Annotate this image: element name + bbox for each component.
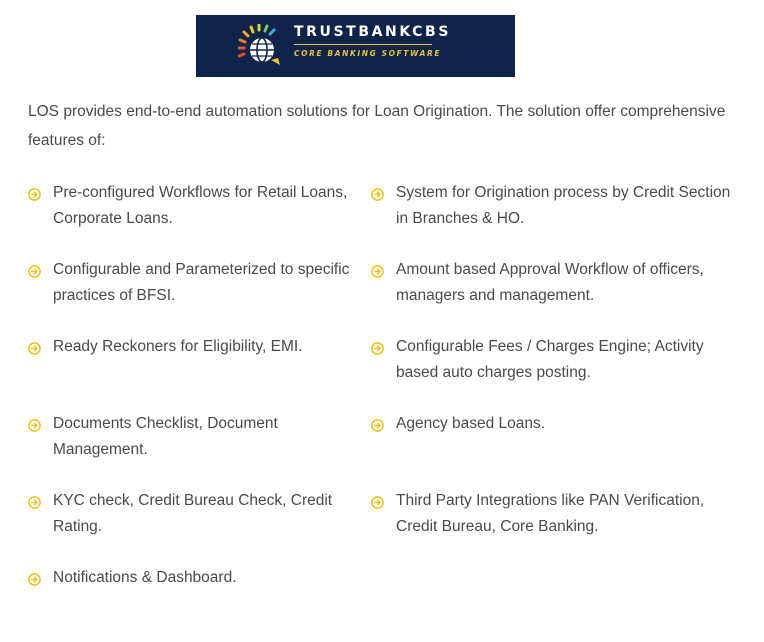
feature-item (371, 488, 741, 565)
feature-item (371, 411, 741, 488)
feature-item (28, 257, 358, 334)
feature-text: Notifications & Dashboard. (53, 569, 237, 586)
feature-text: KYC check, Credit Bureau Check, Credit Rating. (53, 492, 333, 535)
feature-text: Configurable and Parameterized to specific practices of BFSI. (53, 261, 350, 304)
circled-arrow-right-icon (371, 188, 384, 201)
feature-item (371, 334, 741, 411)
feature-text: Pre-configured Workflows for Retail Loans, Corporate Loans. (53, 184, 348, 227)
intro-text: LOS provides end-to-end automation solutions for Loan Origination. The solution offer comprehensive features of: (28, 103, 726, 149)
feature-item (28, 411, 358, 488)
circled-arrow-right-icon (371, 419, 384, 432)
globe-icon (238, 24, 284, 68)
logo-title: TRUSTBANKCBS (294, 24, 452, 40)
circled-arrow-right-icon (371, 265, 384, 278)
feature-item (371, 257, 741, 334)
logo-subtitle: CORE BANKING SOFTWARE (294, 49, 442, 58)
logo-divider (294, 44, 432, 45)
feature-text: Documents Checklist, Document Management. (53, 415, 278, 458)
feature-text: Agency based Loans. (396, 415, 546, 432)
feature-item (28, 488, 358, 565)
feature-text: Ready Reckoners for Eligibility, EMI. (53, 338, 303, 355)
company-logo (196, 15, 515, 77)
circled-arrow-right-icon (28, 342, 41, 355)
feature-item (28, 180, 358, 257)
circled-arrow-right-icon (28, 496, 41, 509)
feature-list-left (28, 180, 358, 642)
feature-item (371, 180, 741, 257)
circled-arrow-right-icon (371, 342, 384, 355)
feature-text: Configurable Fees / Charges Engine; Activity based auto charges posting. (396, 338, 704, 381)
feature-item (28, 565, 358, 642)
feature-item (28, 334, 358, 411)
feature-text: System for Origination process by Credit Section in Branches & HO. (396, 184, 731, 227)
circled-arrow-right-icon (28, 419, 41, 432)
circled-arrow-right-icon (28, 188, 41, 201)
feature-text: Third Party Integrations like PAN Verification, Credit Bureau, Core Banking. (396, 492, 705, 535)
circled-arrow-right-icon (28, 265, 41, 278)
feature-list-right (371, 180, 741, 565)
circled-arrow-right-icon (371, 496, 384, 509)
feature-text: Amount based Approval Workflow of officers, managers and management. (396, 261, 704, 304)
circled-arrow-right-icon (28, 573, 41, 586)
